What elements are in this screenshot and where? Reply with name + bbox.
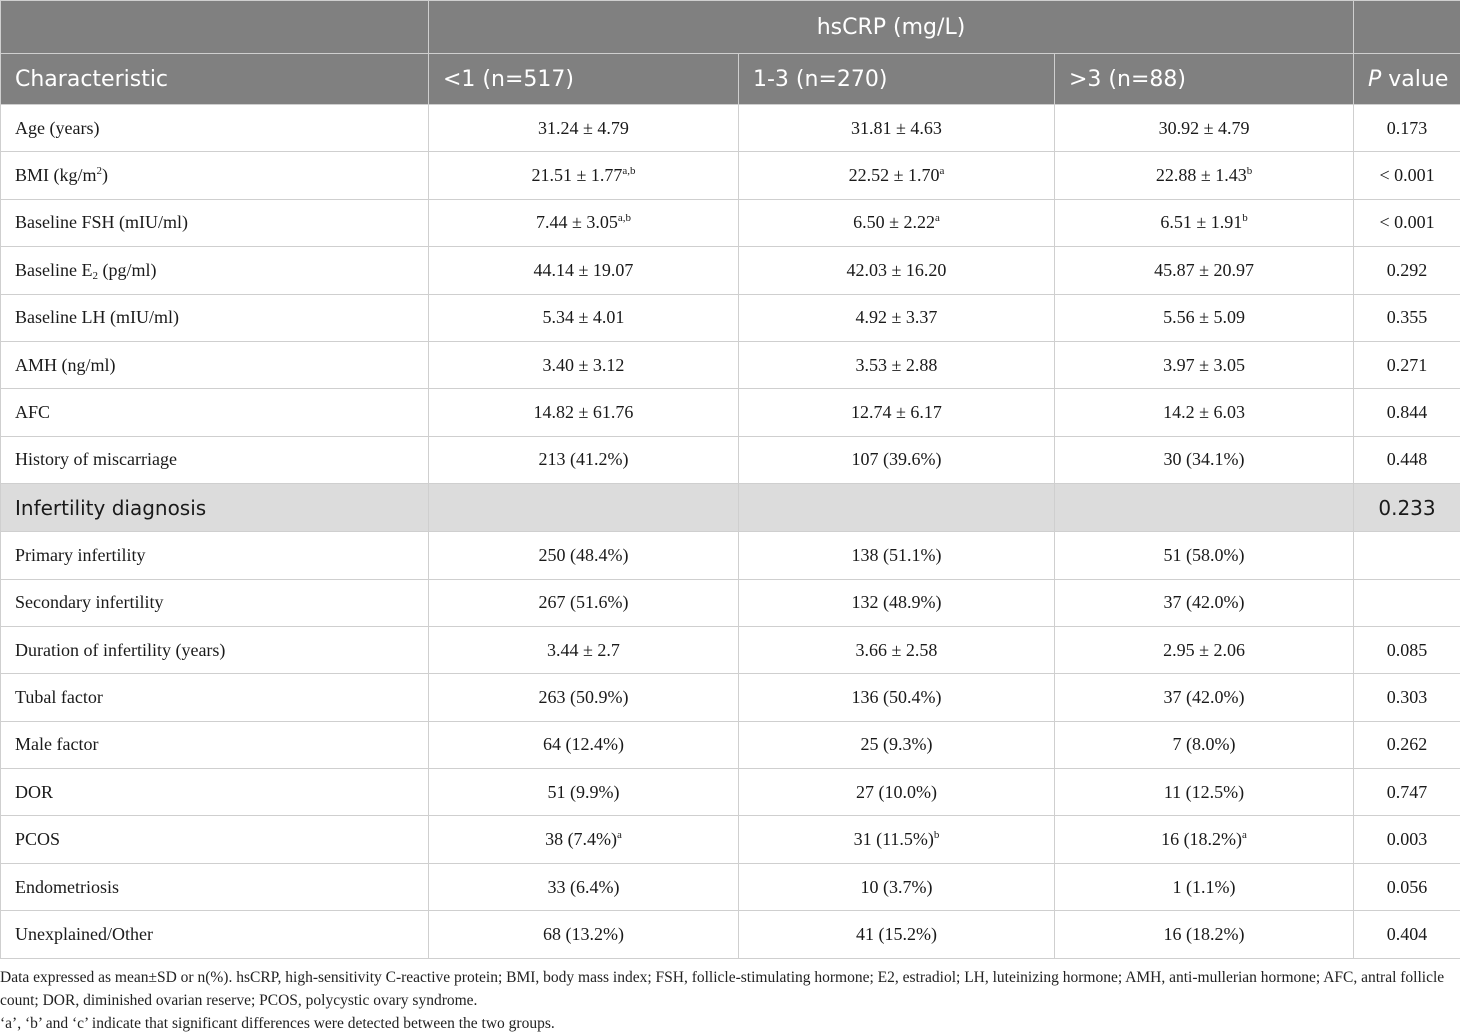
cell-superscript: a,b bbox=[622, 165, 636, 178]
label-text-end: ) bbox=[102, 165, 109, 186]
cell-superscript: a bbox=[617, 829, 622, 842]
cell-p-value: 0.448 bbox=[1354, 436, 1460, 483]
row-label: Age (years) bbox=[1, 105, 429, 152]
cell-p-value bbox=[1354, 579, 1460, 626]
cell-gt3: 30.92 ± 4.79 bbox=[1055, 105, 1354, 152]
table-row bbox=[1, 247, 1460, 294]
cell-gt3: 3.97 ± 3.05 bbox=[1055, 341, 1354, 388]
table-row bbox=[1, 579, 1460, 626]
header-row-columns bbox=[1, 54, 1460, 105]
cell-value: 7.44 ± 3.05 bbox=[535, 212, 618, 233]
cell-value: 6.50 ± 2.22 bbox=[853, 212, 935, 233]
table-row bbox=[1, 389, 1460, 436]
p-value-header bbox=[1354, 54, 1460, 105]
row-label: AFC bbox=[1, 389, 429, 436]
cell-lt1: 3.44 ± 2.7 bbox=[429, 626, 739, 673]
cell-gt3: 16 (18.2%) bbox=[1055, 911, 1354, 958]
cell-p-value: 0.292 bbox=[1354, 247, 1460, 294]
cell-gt3: 2.95 ± 2.06 bbox=[1055, 626, 1354, 673]
cell-superscript: b bbox=[1246, 165, 1253, 178]
row-label: History of miscarriage bbox=[1, 436, 429, 483]
cell-superscript: a bbox=[1242, 829, 1247, 842]
row-label: Tubal factor bbox=[1, 674, 429, 721]
table-row bbox=[1, 105, 1460, 152]
row-label: Baseline FSH (mIU/ml) bbox=[1, 199, 429, 246]
cell-1to3: 12.74 ± 6.17 bbox=[739, 389, 1055, 436]
cell-gt3: 30 (34.1%) bbox=[1055, 436, 1354, 483]
cell-lt1: 5.34 ± 4.01 bbox=[429, 294, 739, 341]
table-row bbox=[1, 341, 1460, 388]
p-italic: P bbox=[1368, 66, 1382, 92]
cell-gt3 bbox=[1055, 152, 1354, 199]
cell-lt1 bbox=[429, 199, 739, 246]
table-row bbox=[1, 152, 1460, 199]
cell-gt3: 11 (12.5%) bbox=[1055, 769, 1354, 816]
label-superscript: 2 bbox=[96, 165, 103, 178]
cell-lt1: 33 (6.4%) bbox=[429, 863, 739, 910]
cell-lt1: 44.14 ± 19.07 bbox=[429, 247, 739, 294]
cell-lt1: 14.82 ± 61.76 bbox=[429, 389, 739, 436]
table-row bbox=[1, 769, 1460, 816]
cell-p-value: 0.085 bbox=[1354, 626, 1460, 673]
cell-p-value: 0.173 bbox=[1354, 105, 1460, 152]
cell-1to3: 10 (3.7%) bbox=[739, 863, 1055, 910]
cell-lt1 bbox=[429, 152, 739, 199]
cell-gt3 bbox=[1055, 199, 1354, 246]
row-label: Male factor bbox=[1, 721, 429, 768]
cell-1to3: 4.92 ± 3.37 bbox=[739, 294, 1055, 341]
cell-lt1: 250 (48.4%) bbox=[429, 532, 739, 579]
cell-p-value: 0.233 bbox=[1354, 484, 1460, 532]
label-subscript: 2 bbox=[92, 269, 98, 282]
cell-1to3: 138 (51.1%) bbox=[739, 532, 1055, 579]
cell-p-value: 0.747 bbox=[1354, 769, 1460, 816]
cell-gt3 bbox=[1055, 484, 1354, 532]
cell-lt1: 31.24 ± 4.79 bbox=[429, 105, 739, 152]
row-label: Unexplained/Other bbox=[1, 911, 429, 958]
cell-p-value bbox=[1354, 532, 1460, 579]
row-label: Primary infertility bbox=[1, 532, 429, 579]
col-gt3-header: >3 (n=88) bbox=[1055, 54, 1354, 105]
section-row-infertility-diagnosis bbox=[1, 484, 1460, 532]
cell-value: 6.51 ± 1.91 bbox=[1160, 212, 1243, 233]
cell-superscript: a,b bbox=[617, 212, 632, 225]
row-label: AMH (ng/ml) bbox=[1, 341, 429, 388]
label-text: Baseline E bbox=[15, 259, 93, 280]
row-label: DOR bbox=[1, 769, 429, 816]
table-row bbox=[1, 294, 1460, 341]
section-label: Infertility diagnosis bbox=[1, 484, 429, 532]
row-label: Secondary infertility bbox=[1, 579, 429, 626]
cell-superscript: a bbox=[935, 212, 940, 225]
header-row-group bbox=[1, 1, 1460, 54]
cell-lt1: 263 (50.9%) bbox=[429, 674, 739, 721]
cell-gt3: 7 (8.0%) bbox=[1055, 721, 1354, 768]
cell-gt3: 45.87 ± 20.97 bbox=[1055, 247, 1354, 294]
cell-p-value: 0.844 bbox=[1354, 389, 1460, 436]
cell-1to3: 25 (9.3%) bbox=[739, 721, 1055, 768]
table-row bbox=[1, 532, 1460, 579]
table-row bbox=[1, 721, 1460, 768]
p-value-rest: value bbox=[1381, 66, 1449, 92]
table-row bbox=[1, 199, 1460, 246]
footnote-abbreviations: Data expressed as mean±SD or n(%). hsCRP, high-sensitivity C-reactive protein; BMI, body mass index; FSH, follicle-stimulating hormone; E2, estradiol; LH, luteinizing hormone; AMH, anti-mullerian hormone; AFC, antral follicle count; DOR, diminished ovarian reserve; PCOS, polycystic ovary syndrome. bbox=[0, 969, 1445, 1009]
cell-1to3: 42.03 ± 16.20 bbox=[739, 247, 1055, 294]
cell-1to3: 41 (15.2%) bbox=[739, 911, 1055, 958]
table-row bbox=[1, 863, 1460, 910]
cell-lt1: 3.40 ± 3.12 bbox=[429, 341, 739, 388]
cell-p-value: 0.003 bbox=[1354, 816, 1460, 863]
table-row bbox=[1, 674, 1460, 721]
cell-gt3: 51 (58.0%) bbox=[1055, 532, 1354, 579]
cell-p-value: 0.404 bbox=[1354, 911, 1460, 958]
footnote-significance: ‘a’, ‘b’ and ‘c’ indicate that significant differences were detected between the two groups. bbox=[0, 1015, 555, 1032]
row-label: PCOS bbox=[1, 816, 429, 863]
cell-superscript: b bbox=[1242, 212, 1248, 225]
cell-p-value: 0.262 bbox=[1354, 721, 1460, 768]
cell-1to3 bbox=[739, 816, 1055, 863]
col-1to3-header: 1-3 (n=270) bbox=[739, 54, 1055, 105]
label-text: BMI (kg/m bbox=[15, 165, 97, 186]
cell-1to3: 27 (10.0%) bbox=[739, 769, 1055, 816]
row-label: Endometriosis bbox=[1, 863, 429, 910]
cell-p-value: < 0.001 bbox=[1354, 199, 1460, 246]
cell-1to3: 31.81 ± 4.63 bbox=[739, 105, 1055, 152]
row-label: Duration of infertility (years) bbox=[1, 626, 429, 673]
cell-p-value: < 0.001 bbox=[1354, 152, 1460, 199]
cell-value: 22.88 ± 1.43 bbox=[1155, 165, 1247, 186]
cell-1to3 bbox=[739, 199, 1055, 246]
cell-gt3: 37 (42.0%) bbox=[1055, 579, 1354, 626]
table-row bbox=[1, 626, 1460, 673]
cell-1to3 bbox=[739, 152, 1055, 199]
cell-p-value: 0.303 bbox=[1354, 674, 1460, 721]
cell-1to3: 107 (39.6%) bbox=[739, 436, 1055, 483]
table-row bbox=[1, 816, 1460, 863]
cell-gt3 bbox=[1055, 816, 1354, 863]
row-label bbox=[1, 247, 429, 294]
cell-lt1: 213 (41.2%) bbox=[429, 436, 739, 483]
cell-gt3: 37 (42.0%) bbox=[1055, 674, 1354, 721]
table-row bbox=[1, 911, 1460, 958]
cell-1to3: 132 (48.9%) bbox=[739, 579, 1055, 626]
hscrp-group-header: hsCRP (mg/L) bbox=[429, 1, 1354, 54]
cell-gt3: 14.2 ± 6.03 bbox=[1055, 389, 1354, 436]
cell-p-value: 0.056 bbox=[1354, 863, 1460, 910]
cell-value: 22.52 ± 1.70 bbox=[848, 165, 940, 186]
cell-1to3 bbox=[739, 484, 1055, 532]
col-lt1-header: <1 (n=517) bbox=[429, 54, 739, 105]
cell-lt1 bbox=[429, 816, 739, 863]
row-label bbox=[1, 152, 429, 199]
cell-superscript: a bbox=[939, 165, 945, 178]
cell-value: 16 (18.2%) bbox=[1161, 829, 1243, 850]
cell-value: 21.51 ± 1.77 bbox=[531, 165, 623, 186]
cell-lt1: 64 (12.4%) bbox=[429, 721, 739, 768]
cell-value: 38 (7.4%) bbox=[545, 829, 618, 850]
cell-gt3: 5.56 ± 5.09 bbox=[1055, 294, 1354, 341]
header-blank-left bbox=[1, 1, 429, 54]
cell-lt1: 267 (51.6%) bbox=[429, 579, 739, 626]
cell-lt1: 68 (13.2%) bbox=[429, 911, 739, 958]
label-text-end: (pg/ml) bbox=[97, 259, 157, 280]
cell-p-value: 0.271 bbox=[1354, 341, 1460, 388]
cell-lt1: 51 (9.9%) bbox=[429, 769, 739, 816]
cell-1to3: 3.66 ± 2.58 bbox=[739, 626, 1055, 673]
cell-1to3: 136 (50.4%) bbox=[739, 674, 1055, 721]
cell-gt3: 1 (1.1%) bbox=[1055, 863, 1354, 910]
cell-p-value: 0.355 bbox=[1354, 294, 1460, 341]
table-row bbox=[1, 436, 1460, 483]
cell-superscript: b bbox=[933, 829, 940, 842]
row-label: Baseline LH (mIU/ml) bbox=[1, 294, 429, 341]
table-footnotes bbox=[0, 966, 1460, 1035]
header-blank-right bbox=[1354, 1, 1460, 54]
cell-1to3: 3.53 ± 2.88 bbox=[739, 341, 1055, 388]
cell-lt1 bbox=[429, 484, 739, 532]
characteristic-header: Characteristic bbox=[1, 54, 429, 105]
cell-value: 31 (11.5%) bbox=[853, 829, 934, 850]
